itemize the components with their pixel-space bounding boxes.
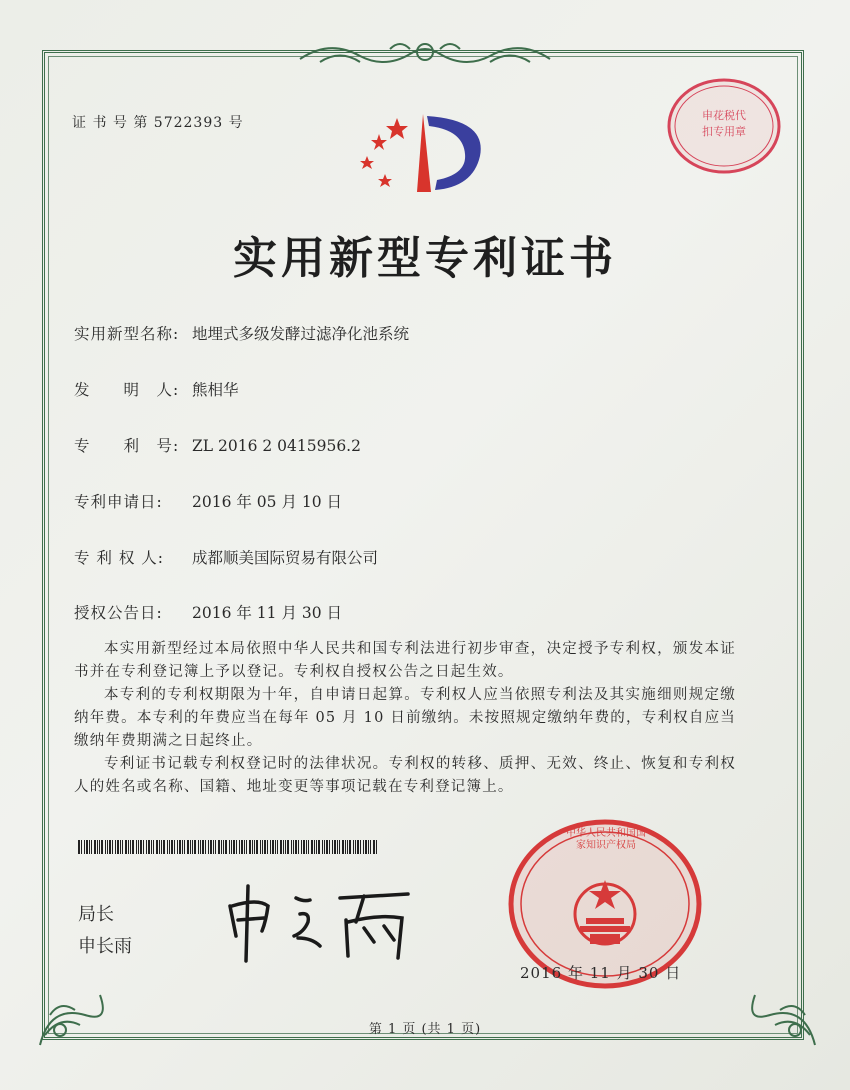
barcode-bar [236, 840, 237, 854]
field-patentee [74, 546, 378, 568]
barcode-bar [252, 840, 253, 854]
barcode-bar [231, 840, 232, 854]
barcode-bar [140, 840, 142, 854]
barcode-bar [136, 840, 137, 854]
signature-icon [218, 876, 418, 966]
barcode-bar [272, 840, 274, 854]
barcode-bar [179, 840, 181, 854]
barcode-icon [78, 840, 378, 854]
field-label: 专 利 权 人: [74, 549, 165, 567]
barcode-bar [347, 840, 348, 854]
field-value: 熊相华 [192, 381, 239, 399]
barcode-bar [148, 840, 150, 854]
field-inventor [74, 378, 239, 400]
barcode-bar [373, 840, 375, 854]
barcode-bar [260, 840, 261, 854]
barcode-bar [215, 840, 216, 854]
barcode-bar [277, 840, 278, 854]
barcode-bar [163, 840, 165, 854]
barcode-bar [239, 840, 240, 854]
barcode-bar [184, 840, 185, 854]
barcode-bar [122, 840, 123, 854]
barcode-bar [301, 840, 302, 854]
barcode-bar [213, 840, 214, 854]
field-value: ZL 2016 2 0415956.2 [192, 437, 361, 455]
barcode-bar [171, 840, 173, 854]
barcode-bar [233, 840, 235, 854]
barcode-bar [308, 840, 309, 854]
barcode-bar [370, 840, 371, 854]
barcode-bar [208, 840, 209, 854]
barcode-bar [167, 840, 168, 854]
page-footer: 第 1 页 (共 1 页) [368, 1022, 482, 1037]
bottom-right-ornament-icon [735, 975, 825, 1055]
barcode-bar [322, 840, 323, 854]
barcode-bar [105, 840, 106, 854]
bottom-left-ornament-icon [30, 975, 120, 1055]
barcode-bar [293, 840, 294, 854]
barcode-bar [161, 840, 162, 854]
top-ornament-icon [290, 34, 560, 74]
barcode-bar [202, 840, 204, 854]
barcode-bar [353, 840, 354, 854]
barcode-bar [334, 840, 336, 854]
barcode-bar [262, 840, 263, 854]
field-label: 发 明 人: [74, 381, 180, 399]
field-grant-date [74, 601, 342, 623]
barcode-bar [120, 840, 121, 854]
barcode-bar [363, 840, 364, 854]
field-label: 授权公告日: [74, 604, 163, 622]
barcode-bar [221, 840, 222, 854]
barcode-bar [314, 840, 315, 854]
barcode-bar [109, 840, 111, 854]
barcode-bar [200, 840, 201, 854]
barcode-bar [357, 840, 359, 854]
barcode-bar [198, 840, 199, 854]
barcode-bar [229, 840, 230, 854]
barcode-bar [337, 840, 338, 854]
barcode-bar [376, 840, 377, 854]
barcode-bar [249, 840, 251, 854]
barcode-bar [349, 840, 351, 854]
barcode-bar [146, 840, 147, 854]
barcode-bar [342, 840, 344, 854]
barcode-bar [89, 840, 90, 854]
barcode-bar [365, 840, 367, 854]
field-value: 地埋式多级发酵过滤净化池系统 [192, 325, 410, 343]
barcode-bar [311, 840, 313, 854]
document-title: 实用新型专利证书 [233, 233, 617, 284]
barcode-bar [86, 840, 88, 854]
barcode-bar [128, 840, 129, 854]
field-value: 成都顺美国际贸易有限公司 [192, 549, 379, 567]
field-label: 专 利 号: [74, 437, 180, 455]
barcode-bar [205, 840, 206, 854]
barcode-bar [345, 840, 346, 854]
barcode-bar [91, 840, 92, 854]
barcode-bar [306, 840, 307, 854]
barcode-bar [264, 840, 266, 854]
barcode-bar [125, 840, 127, 854]
barcode-bar [174, 840, 175, 854]
barcode-bar [94, 840, 96, 854]
barcode-bar [298, 840, 299, 854]
barcode-bar [303, 840, 305, 854]
barcode-bar [97, 840, 98, 854]
barcode-bar [115, 840, 116, 854]
barcode-bar [143, 840, 144, 854]
paragraph-term: 本专利的专利权期限为十年，自申请日起算。专利权人应当依照专利法及其实施细则规定缴纳年费。本专利的年费应当在每年 05 月 10 日前缴纳。未按照规定缴纳年费的，专利权自应当缴纳年费期满之日起终止。 [74, 687, 736, 749]
barcode-bar [223, 840, 224, 854]
barcode-bar [267, 840, 268, 854]
barcode-bar [318, 840, 320, 854]
barcode-bar [256, 840, 258, 854]
barcode-bar [285, 840, 286, 854]
barcode-bar [270, 840, 271, 854]
barcode-bar [316, 840, 317, 854]
barcode-bar [151, 840, 152, 854]
signer-title: 局长 [78, 904, 114, 925]
field-value: 2016 年 11 月 30 日 [192, 604, 343, 622]
barcode-bar [187, 840, 189, 854]
barcode-bar [287, 840, 289, 854]
certificate-number: 证 书 号 第 5722393 号 [72, 115, 244, 131]
barcode-bar [225, 840, 227, 854]
paragraph-grant: 本实用新型经过本局依照中华人民共和国专利法进行初步审查，决定授予专利权，颁发本证书并在专利登记簿上予以登记。专利权自授权公告之日起生效。 [74, 641, 736, 680]
barcode-bar [169, 840, 170, 854]
field-application-date [74, 490, 342, 512]
barcode-bar [194, 840, 196, 854]
barcode-bar [190, 840, 191, 854]
barcode-bar [159, 840, 160, 854]
field-utility-model-name [74, 322, 409, 344]
barcode-bar [329, 840, 330, 854]
barcode-bar [112, 840, 113, 854]
signer-name: 申长雨 [78, 936, 132, 957]
barcode-bar [368, 840, 369, 854]
sipo-logo-icon [355, 112, 490, 197]
field-patent-number [74, 434, 361, 456]
barcode-bar [210, 840, 212, 854]
field-label: 专利申请日: [74, 493, 163, 511]
barcode-bar [355, 840, 356, 854]
barcode-bar [107, 840, 108, 854]
barcode-bar [360, 840, 361, 854]
tax-seal-inner-text: 申花税代扣专用章 [702, 109, 746, 138]
national-seal-text: 中华人民共和国国家知识产权局 [566, 828, 646, 851]
barcode-bar [246, 840, 247, 854]
barcode-bar [283, 840, 284, 854]
barcode-bar [295, 840, 297, 854]
barcode-bar [244, 840, 245, 854]
barcode-bar [81, 840, 82, 854]
barcode-bar [241, 840, 243, 854]
barcode-bar [254, 840, 255, 854]
barcode-bar [280, 840, 282, 854]
field-value: 2016 年 05 月 10 日 [192, 493, 343, 511]
barcode-bar [117, 840, 119, 854]
barcode-bar [156, 840, 158, 854]
barcode-bar [275, 840, 276, 854]
barcode-bar [291, 840, 292, 854]
barcode-bar [138, 840, 139, 854]
barcode-bar [153, 840, 154, 854]
barcode-bar [132, 840, 134, 854]
barcode-bar [339, 840, 340, 854]
barcode-bar [78, 840, 80, 854]
barcode-bar [332, 840, 333, 854]
barcode-bar [218, 840, 220, 854]
barcode-bar [177, 840, 178, 854]
barcode-bar [324, 840, 325, 854]
barcode-bar [182, 840, 183, 854]
barcode-bar [192, 840, 193, 854]
issue-date: 2016 年 11 月 30 日 [520, 964, 682, 982]
barcode-bar [84, 840, 85, 854]
paragraph-legal-status: 专利证书记载专利权登记时的法律状况。专利权的转移、质押、无效、终止、恢复和专利权人的姓名或名称、国籍、地址变更等事项记载在专利登记簿上。 [74, 756, 736, 795]
barcode-bar [326, 840, 328, 854]
barcode-bar [130, 840, 131, 854]
barcode-bar [101, 840, 103, 854]
barcode-bar [99, 840, 100, 854]
field-label: 实用新型名称: [74, 325, 180, 343]
